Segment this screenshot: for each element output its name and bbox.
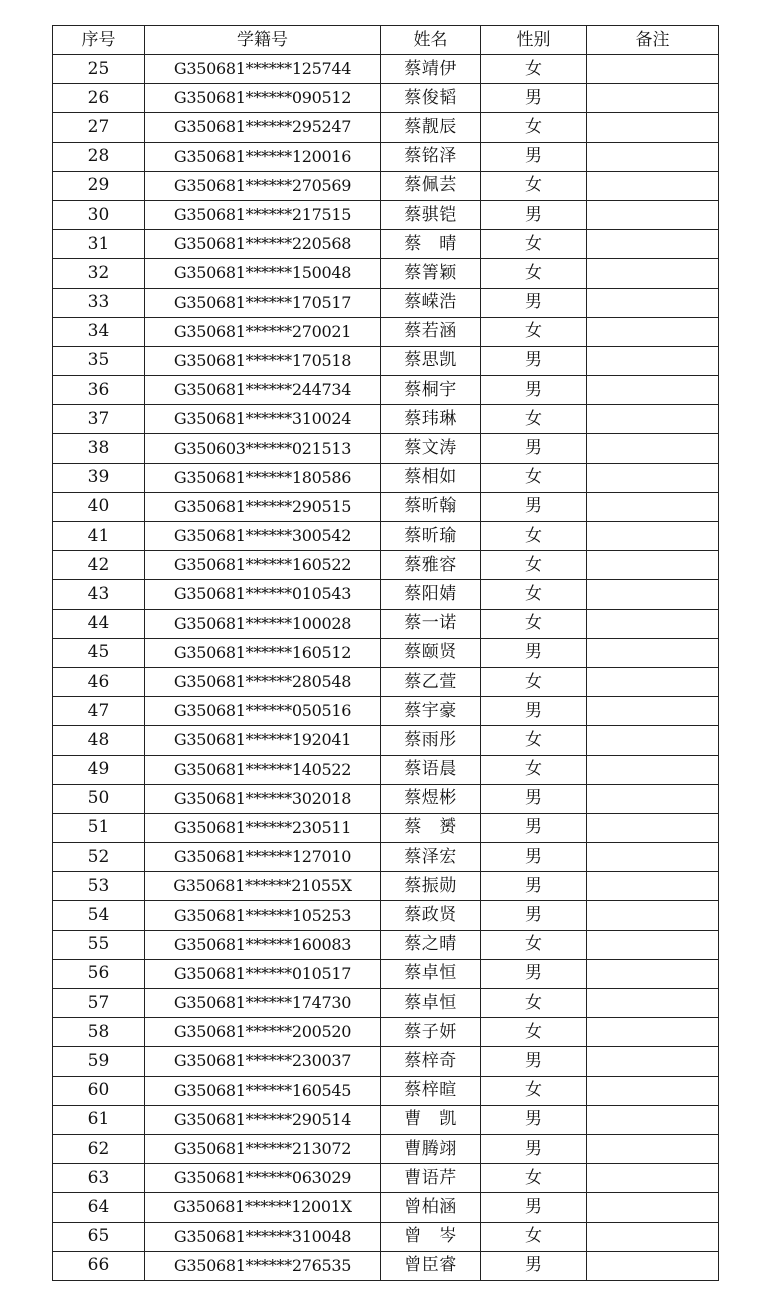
remarks-cell: [587, 1105, 719, 1134]
serial-number-cell: 66: [53, 1251, 145, 1280]
name-cell: 蔡语晨: [381, 755, 481, 784]
student-id-cell: G350681******010543: [145, 580, 381, 609]
remarks-cell: [587, 492, 719, 521]
table-row: [53, 1134, 719, 1163]
name-cell: 蔡卓恒: [381, 959, 481, 988]
student-id-cell: G350681******270021: [145, 317, 381, 346]
remarks-cell: [587, 697, 719, 726]
gender-cell: 女: [481, 1222, 587, 1251]
student-id-cell: G350681******174730: [145, 989, 381, 1018]
table-row: [53, 230, 719, 259]
gender-cell: 男: [481, 697, 587, 726]
remarks-cell: [587, 901, 719, 930]
name-cell: 蔡乙萱: [381, 667, 481, 696]
remarks-cell: [587, 1018, 719, 1047]
gender-cell: 男: [481, 901, 587, 930]
table-row: [53, 317, 719, 346]
remarks-cell: [587, 580, 719, 609]
serial-number-cell: 64: [53, 1193, 145, 1222]
header-student-id: 学籍号: [145, 26, 381, 55]
remarks-cell: [587, 376, 719, 405]
serial-number-cell: 35: [53, 346, 145, 375]
gender-cell: 男: [481, 346, 587, 375]
serial-number-cell: 61: [53, 1105, 145, 1134]
table-row: [53, 84, 719, 113]
serial-number-cell: 57: [53, 989, 145, 1018]
gender-cell: 女: [481, 726, 587, 755]
gender-cell: 女: [481, 930, 587, 959]
remarks-cell: [587, 1047, 719, 1076]
serial-number-cell: 27: [53, 113, 145, 142]
serial-number-cell: 36: [53, 376, 145, 405]
serial-number-cell: 37: [53, 405, 145, 434]
student-id-cell: G350681******21055X: [145, 872, 381, 901]
name-cell: 曹腾翊: [381, 1134, 481, 1163]
gender-cell: 女: [481, 259, 587, 288]
serial-number-cell: 55: [53, 930, 145, 959]
student-id-cell: G350681******302018: [145, 784, 381, 813]
serial-number-cell: 43: [53, 580, 145, 609]
remarks-cell: [587, 200, 719, 229]
serial-number-cell: 65: [53, 1222, 145, 1251]
remarks-cell: [587, 1193, 719, 1222]
name-cell: 蔡之晴: [381, 930, 481, 959]
table-row: [53, 989, 719, 1018]
name-cell: 蔡靓辰: [381, 113, 481, 142]
remarks-cell: [587, 317, 719, 346]
student-id-cell: G350681******180586: [145, 463, 381, 492]
serial-number-cell: 58: [53, 1018, 145, 1047]
table-row: [53, 200, 719, 229]
student-id-cell: G350681******276535: [145, 1251, 381, 1280]
gender-cell: 女: [481, 463, 587, 492]
student-id-cell: G350681******310024: [145, 405, 381, 434]
table-row: [53, 930, 719, 959]
remarks-cell: [587, 784, 719, 813]
student-id-cell: G350681******105253: [145, 901, 381, 930]
serial-number-cell: 50: [53, 784, 145, 813]
remarks-cell: [587, 1134, 719, 1163]
remarks-cell: [587, 113, 719, 142]
serial-number-cell: 48: [53, 726, 145, 755]
name-cell: 蔡泽宏: [381, 843, 481, 872]
remarks-cell: [587, 230, 719, 259]
name-cell: 蔡 赟: [381, 813, 481, 842]
name-cell: 蔡子妍: [381, 1018, 481, 1047]
remarks-cell: [587, 667, 719, 696]
serial-number-cell: 60: [53, 1076, 145, 1105]
serial-number-cell: 30: [53, 200, 145, 229]
gender-cell: 女: [481, 609, 587, 638]
serial-number-cell: 56: [53, 959, 145, 988]
student-id-cell: G350681******160522: [145, 551, 381, 580]
name-cell: 蔡嵘浩: [381, 288, 481, 317]
student-id-cell: G350681******170517: [145, 288, 381, 317]
serial-number-cell: 31: [53, 230, 145, 259]
remarks-cell: [587, 434, 719, 463]
remarks-cell: [587, 1164, 719, 1193]
student-id-cell: G350681******100028: [145, 609, 381, 638]
name-cell: 蔡昕翰: [381, 492, 481, 521]
student-id-cell: G350681******213072: [145, 1134, 381, 1163]
remarks-cell: [587, 522, 719, 551]
gender-cell: 女: [481, 580, 587, 609]
serial-number-cell: 51: [53, 813, 145, 842]
student-id-cell: G350681******063029: [145, 1164, 381, 1193]
student-id-cell: G350681******160512: [145, 638, 381, 667]
name-cell: 蔡铭泽: [381, 142, 481, 171]
student-roster-table: [52, 25, 719, 1281]
gender-cell: 男: [481, 142, 587, 171]
name-cell: 蔡梓暄: [381, 1076, 481, 1105]
table-row: [53, 813, 719, 842]
table-row: [53, 288, 719, 317]
serial-number-cell: 25: [53, 55, 145, 84]
name-cell: 蔡政贤: [381, 901, 481, 930]
gender-cell: 男: [481, 843, 587, 872]
table-row: [53, 463, 719, 492]
serial-number-cell: 33: [53, 288, 145, 317]
student-id-cell: G350681******010517: [145, 959, 381, 988]
table-row: [53, 376, 719, 405]
name-cell: 蔡振勋: [381, 872, 481, 901]
name-cell: 蔡雨彤: [381, 726, 481, 755]
serial-number-cell: 29: [53, 171, 145, 200]
serial-number-cell: 44: [53, 609, 145, 638]
gender-cell: 男: [481, 200, 587, 229]
table-row: [53, 259, 719, 288]
remarks-cell: [587, 638, 719, 667]
serial-number-cell: 47: [53, 697, 145, 726]
serial-number-cell: 49: [53, 755, 145, 784]
table-row: [53, 171, 719, 200]
student-id-cell: G350681******050516: [145, 697, 381, 726]
remarks-cell: [587, 55, 719, 84]
gender-cell: 女: [481, 171, 587, 200]
gender-cell: 男: [481, 1134, 587, 1163]
student-id-cell: G350681******192041: [145, 726, 381, 755]
table-row: [53, 55, 719, 84]
name-cell: 蔡宇豪: [381, 697, 481, 726]
gender-cell: 女: [481, 113, 587, 142]
table-row: [53, 1018, 719, 1047]
table-row: [53, 434, 719, 463]
remarks-cell: [587, 930, 719, 959]
student-id-cell: G350681******125744: [145, 55, 381, 84]
gender-cell: 女: [481, 1018, 587, 1047]
name-cell: 曹语芹: [381, 1164, 481, 1193]
gender-cell: 男: [481, 1251, 587, 1280]
table-row: [53, 609, 719, 638]
serial-number-cell: 59: [53, 1047, 145, 1076]
table-row: [53, 1105, 719, 1134]
header-serial-number: 序号: [53, 26, 145, 55]
gender-cell: 男: [481, 376, 587, 405]
name-cell: 蔡一诺: [381, 609, 481, 638]
name-cell: 蔡箐颖: [381, 259, 481, 288]
remarks-cell: [587, 171, 719, 200]
header-remarks: 备注: [587, 26, 719, 55]
remarks-cell: [587, 609, 719, 638]
gender-cell: 男: [481, 1047, 587, 1076]
gender-cell: 男: [481, 84, 587, 113]
serial-number-cell: 53: [53, 872, 145, 901]
gender-cell: 女: [481, 551, 587, 580]
remarks-cell: [587, 142, 719, 171]
name-cell: 蔡思凯: [381, 346, 481, 375]
student-id-cell: G350681******160545: [145, 1076, 381, 1105]
serial-number-cell: 52: [53, 843, 145, 872]
student-id-cell: G350681******230037: [145, 1047, 381, 1076]
serial-number-cell: 45: [53, 638, 145, 667]
student-id-cell: G350681******300542: [145, 522, 381, 551]
remarks-cell: [587, 1076, 719, 1105]
table-row: [53, 1222, 719, 1251]
header-name: 姓名: [381, 26, 481, 55]
student-id-cell: G350603******021513: [145, 434, 381, 463]
gender-cell: 男: [481, 813, 587, 842]
table-row: [53, 405, 719, 434]
header-row: [53, 26, 719, 55]
gender-cell: 男: [481, 434, 587, 463]
remarks-cell: [587, 1222, 719, 1251]
table-row: [53, 522, 719, 551]
student-id-cell: G350681******140522: [145, 755, 381, 784]
remarks-cell: [587, 813, 719, 842]
student-id-cell: G350681******270569: [145, 171, 381, 200]
gender-cell: 男: [481, 959, 587, 988]
gender-cell: 男: [481, 638, 587, 667]
table-row: [53, 843, 719, 872]
gender-cell: 女: [481, 317, 587, 346]
student-id-cell: G350681******12001X: [145, 1193, 381, 1222]
student-id-cell: G350681******120016: [145, 142, 381, 171]
name-cell: 蔡颐贤: [381, 638, 481, 667]
header-gender: 性别: [481, 26, 587, 55]
serial-number-cell: 54: [53, 901, 145, 930]
table-row: [53, 638, 719, 667]
student-id-cell: G350681******295247: [145, 113, 381, 142]
table-row: [53, 1251, 719, 1280]
serial-number-cell: 26: [53, 84, 145, 113]
table-row: [53, 726, 719, 755]
table-row: [53, 492, 719, 521]
table-row: [53, 580, 719, 609]
serial-number-cell: 34: [53, 317, 145, 346]
remarks-cell: [587, 989, 719, 1018]
student-id-cell: G350681******230511: [145, 813, 381, 842]
name-cell: 曾臣睿: [381, 1251, 481, 1280]
student-id-cell: G350681******127010: [145, 843, 381, 872]
gender-cell: 女: [481, 230, 587, 259]
table-row: [53, 142, 719, 171]
table-row: [53, 959, 719, 988]
remarks-cell: [587, 872, 719, 901]
table-row: [53, 872, 719, 901]
gender-cell: 女: [481, 1164, 587, 1193]
name-cell: 蔡桐宇: [381, 376, 481, 405]
gender-cell: 女: [481, 55, 587, 84]
table-row: [53, 1076, 719, 1105]
student-id-cell: G350681******217515: [145, 200, 381, 229]
student-id-cell: G350681******280548: [145, 667, 381, 696]
remarks-cell: [587, 755, 719, 784]
gender-cell: 男: [481, 288, 587, 317]
name-cell: 蔡若涵: [381, 317, 481, 346]
name-cell: 蔡骐铠: [381, 200, 481, 229]
serial-number-cell: 42: [53, 551, 145, 580]
serial-number-cell: 41: [53, 522, 145, 551]
serial-number-cell: 28: [53, 142, 145, 171]
gender-cell: 男: [481, 872, 587, 901]
name-cell: 曾柏涵: [381, 1193, 481, 1222]
name-cell: 蔡阳婧: [381, 580, 481, 609]
gender-cell: 女: [481, 522, 587, 551]
table-row: [53, 113, 719, 142]
name-cell: 蔡相如: [381, 463, 481, 492]
name-cell: 蔡文涛: [381, 434, 481, 463]
remarks-cell: [587, 405, 719, 434]
student-id-cell: G350681******290514: [145, 1105, 381, 1134]
table-row: [53, 755, 719, 784]
serial-number-cell: 32: [53, 259, 145, 288]
remarks-cell: [587, 346, 719, 375]
serial-number-cell: 38: [53, 434, 145, 463]
table-row: [53, 1047, 719, 1076]
table-row: [53, 901, 719, 930]
gender-cell: 女: [481, 405, 587, 434]
student-id-cell: G350681******160083: [145, 930, 381, 959]
table-row: [53, 667, 719, 696]
remarks-cell: [587, 959, 719, 988]
remarks-cell: [587, 843, 719, 872]
name-cell: 蔡玮琳: [381, 405, 481, 434]
serial-number-cell: 62: [53, 1134, 145, 1163]
table-header: [53, 26, 719, 55]
student-id-cell: G350681******310048: [145, 1222, 381, 1251]
remarks-cell: [587, 726, 719, 755]
gender-cell: 男: [481, 784, 587, 813]
name-cell: 蔡煜彬: [381, 784, 481, 813]
remarks-cell: [587, 84, 719, 113]
name-cell: 蔡俊韬: [381, 84, 481, 113]
gender-cell: 男: [481, 492, 587, 521]
remarks-cell: [587, 1251, 719, 1280]
student-id-cell: G350681******290515: [145, 492, 381, 521]
remarks-cell: [587, 259, 719, 288]
gender-cell: 女: [481, 1076, 587, 1105]
gender-cell: 男: [481, 1105, 587, 1134]
table-row: [53, 1193, 719, 1222]
name-cell: 曾 岑: [381, 1222, 481, 1251]
table-row: [53, 551, 719, 580]
name-cell: 蔡昕瑜: [381, 522, 481, 551]
table-row: [53, 346, 719, 375]
name-cell: 蔡佩芸: [381, 171, 481, 200]
name-cell: 蔡雅容: [381, 551, 481, 580]
student-id-cell: G350681******170518: [145, 346, 381, 375]
name-cell: 蔡 晴: [381, 230, 481, 259]
student-id-cell: G350681******200520: [145, 1018, 381, 1047]
serial-number-cell: 40: [53, 492, 145, 521]
name-cell: 蔡卓恒: [381, 989, 481, 1018]
student-id-cell: G350681******090512: [145, 84, 381, 113]
serial-number-cell: 63: [53, 1164, 145, 1193]
student-id-cell: G350681******244734: [145, 376, 381, 405]
gender-cell: 女: [481, 755, 587, 784]
remarks-cell: [587, 463, 719, 492]
table-row: [53, 784, 719, 813]
name-cell: 蔡靖伊: [381, 55, 481, 84]
name-cell: 曹 凯: [381, 1105, 481, 1134]
gender-cell: 女: [481, 989, 587, 1018]
table-row: [53, 1164, 719, 1193]
gender-cell: 女: [481, 667, 587, 696]
table-row: [53, 697, 719, 726]
gender-cell: 男: [481, 1193, 587, 1222]
table-body: [53, 55, 719, 1281]
remarks-cell: [587, 551, 719, 580]
serial-number-cell: 46: [53, 667, 145, 696]
remarks-cell: [587, 288, 719, 317]
name-cell: 蔡梓奇: [381, 1047, 481, 1076]
serial-number-cell: 39: [53, 463, 145, 492]
student-id-cell: G350681******220568: [145, 230, 381, 259]
student-id-cell: G350681******150048: [145, 259, 381, 288]
